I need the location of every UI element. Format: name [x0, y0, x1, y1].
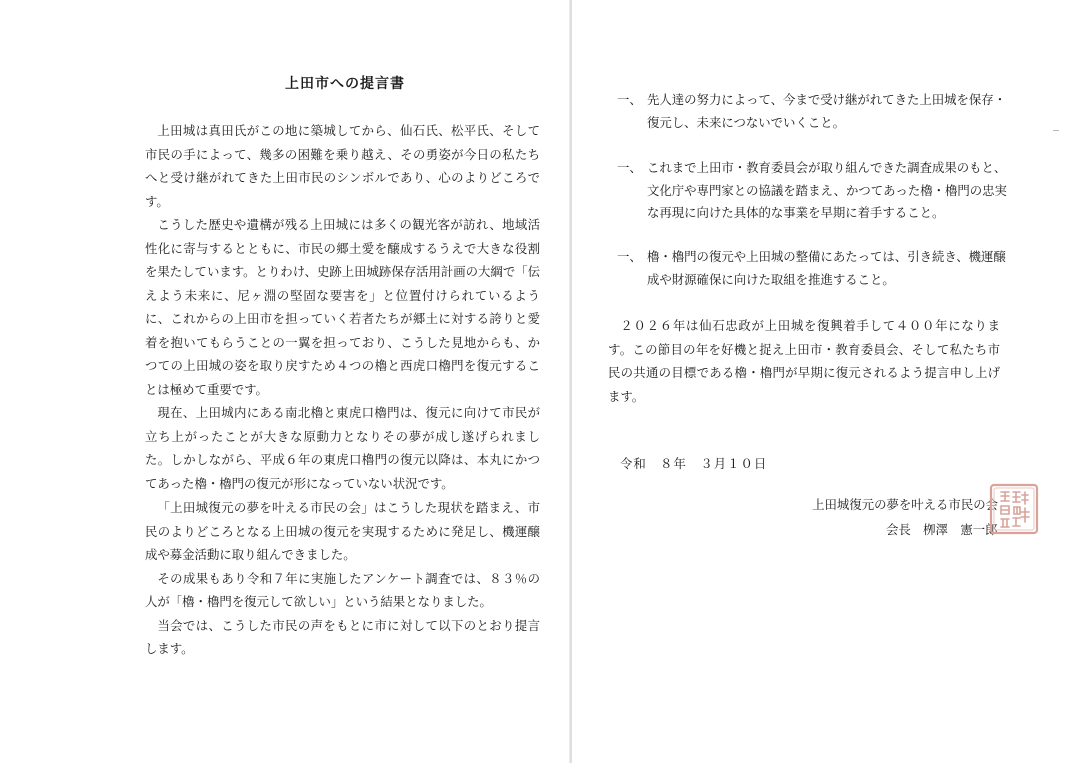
proposal-item-text: 先人達の努力によって、今まで受け継がれてきた上田城を保存・復元し、未来につないでいくこと。 [647, 92, 1007, 130]
proposal-item-marker: 一、 [617, 249, 642, 264]
body-paragraph: 当会では、こうした市民の声をもとに市に対して以下のとおり提言します。 [145, 617, 540, 656]
body-section-association [145, 496, 540, 661]
proposal-item [617, 246, 1007, 291]
proposal-item-text: これまで上田市・教育委員会が取り組んできた調査成果のもと、文化庁や専門家との協議を踏まえ、かつてあった櫓・櫓門の忠実な再現に向けた具体的な事業を早期に着手すること。 [647, 160, 1007, 220]
body-paragraph: 上田城は真田氏がこの地に築城してから、仙石氏、松平氏、そして市民の手によって、幾多の困難を乗り越え、その勇姿が今日の私たちへと受け継がれてきた上田市民のシンボルであり、心のよりどころです。 [145, 123, 540, 209]
proposal-item-marker: 一、 [617, 92, 642, 107]
proposal-item [617, 157, 1007, 225]
body-paragraph: 「上田城復元の夢を叶える市民の会」はこうした現状を踏まえ、市民のよりどころとなる上田城の復元を実現するために発足し、機運醸成や募金活動に取り組んできました。 [145, 500, 540, 562]
signer-name: 会長 栁澤 憲一郎 [886, 522, 998, 537]
seal-stamp-icon [989, 483, 1039, 535]
body-paragraph: その成果もあり令和７年に実施したアンケート調査では、８３％の人が「櫓・櫓門を復元して欲しい」という結果となりました。 [145, 570, 540, 609]
body-paragraph: こうした歴史や遺構が残る上田城には多くの観光客が訪れ、地域活性化に寄与するとともに、市民の郷土愛を醸成するうえで大きな役割を果たしています。とりわけ、史跡上田城跡保存活用計画の大綱で「伝えよう未来に、尼ヶ淵の堅固な要害を」と位置付けられているように、これからの上田市を担っていく若者たちが郷土に対する誇りと愛着を抱いてもらうことの一翼を担っており、こうした見地からも、かつての上田城の姿を取り戻すため４つの櫓と西虎口櫓門を復元することは極めて重要です。 [145, 217, 541, 397]
proposal-item-marker: 一、 [617, 160, 642, 175]
document-date: 令和 ８年 ３月１０日 [620, 456, 768, 471]
closing-paragraph: ２０２６年は仙石忠政が上田城を復興着手して４００年になります。この節目の年を好機と捉え上田市・教育委員会、そして私たち市民の共通の目標である櫓・櫓門が早期に復元されるよう提言申し上げます。 [608, 318, 1000, 404]
scan-mark [1053, 130, 1059, 131]
proposal-item-text: 櫓・櫓門の復元や上田城の整備にあたっては、引き続き、機運醸成や財源確保に向けた取組を推進すること。 [647, 249, 1006, 287]
proposal-item [617, 89, 1007, 134]
body-section-intro [145, 119, 540, 495]
document-title: 上田市への提言書 [285, 76, 405, 92]
body-paragraph: 現在、上田城内にある南北櫓と東虎口櫓門は、復元に向けて市民が立ち上がったことが大きな原動力となりその夢が成し遂げられました。しかしながら、平成６年の東虎口櫓門の復元以降は、本丸にかつてあった櫓・櫓門の復元が形になっていない状況です。 [145, 405, 540, 491]
organization-name: 上田城復元の夢を叶える市民の会 [812, 497, 998, 512]
